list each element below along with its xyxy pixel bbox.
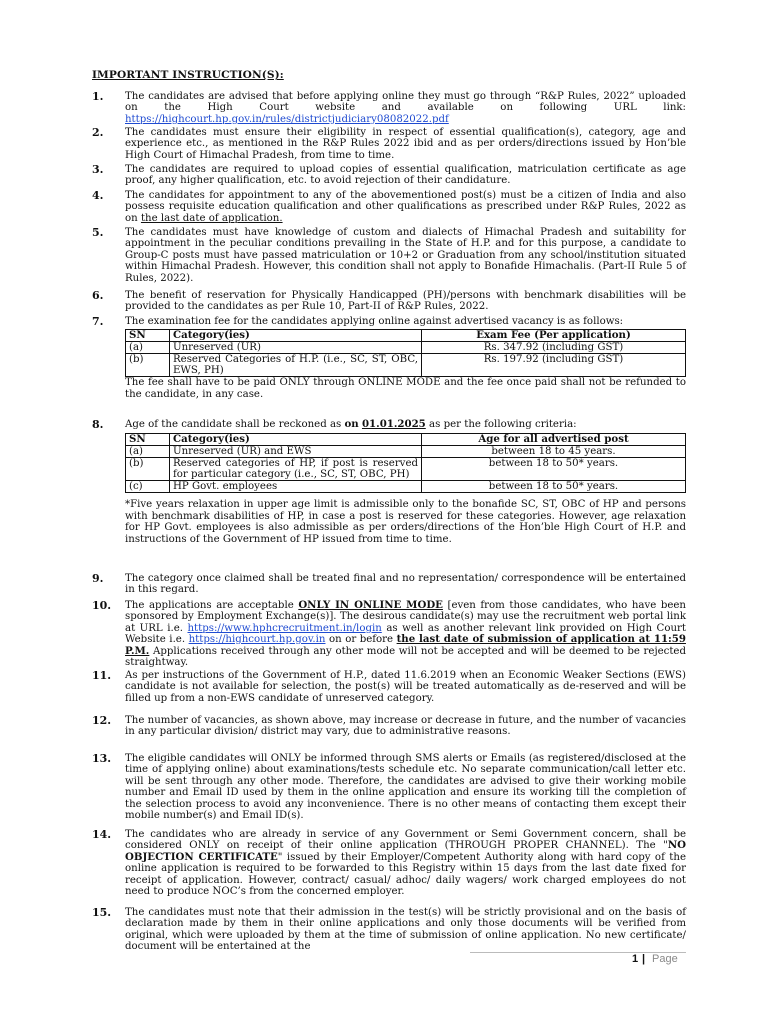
item-text: Age of the candidate shall be reckoned as on 01.01.2025 as per the following criteria: SN Category(ies) Age for all advertised post (a) Unreserved (UR) and EWS between 18 to 45 years. (b) Reserved categories of HP, if post is reserved for particular category (i.e., SC, ST, OBC, PH) between 18 to 50* years. (c) HP Govt. employees between 18 to 50* years. *Five years relaxation in upper age limit is admissible only to the bonafide SC, ST, OBC of HP and persons with benchmark disabilities of HP, in case a post is reserved for these categories. However, age relaxation for HP Govt. employees is also admissible as per orders/directions of the Hon’ble High Court of H.P. and instructions of the Government of HP issued from time to time. [125,418,686,545]
table-row: (a) Unreserved (UR) Rs. 347.92 (including GST) [126,342,686,354]
item-text: The applications are acceptable ONLY IN ONLINE MODE [even from those candidates, who have been sponsored by Employment Exchange(s)]. The desirous candidate(s) may use the recruitment web portal link at URL i.e. https://www.hphcrecruitment.in/login as well as another relevant link provided on High Court Website i.e. https://highcourt.hp.gov.in on or before the last date of submission of application at 11:59 P.M. Applications received through any other mode will not be accepted and will be deemed to be rejected straightway. [125,599,686,669]
table-row: (a) Unreserved (UR) and EWS between 18 to 45 years. [126,446,686,458]
item-number: 9. [92,572,104,585]
page-label: Page [652,953,678,965]
page-footer [0,952,768,972]
item-text: The candidates are advised that before applying online they must go through “R&P Rules, 2022” uploaded on the High Court website and available on following URL link: https://highcourt.hp.gov.in/rules/districtjudiciary08082022.pdf [125,91,686,125]
item-text: As per instructions of the Government of H.P., dated 11.6.2019 when an Economic Weaker Sections (EWS) candidate is not available for selection, the post(s) will be treated automatically as de-reserved and will be filled up from a non-EWS candidate of unreserved category. [125,670,686,704]
item-number: 15. [92,906,112,919]
item-number: 1. [92,90,104,103]
item-text: The candidates must note that their admission in the test(s) will be strictly provisional and on the basis of declaration made by them in their online applications and only those documents will be verified from original, which were uploaded by them at the time of submission of online application. No new certificate/ document will be entertained at the [125,907,686,953]
item-text: The candidates must ensure their eligibility in respect of essential qualification(s), category, age and experience etc., as mentioned in the R&P Rules 2022 ibid and as per orders/directions issued by Hon’ble High Court of Himachal Pradesh, from time to time. [125,127,686,161]
item-number: 2. [92,126,104,139]
item-text: The candidates are required to upload copies of essential qualification, matriculation certificate as age proof, any higher qualification, etc. to avoid rejection of their candidature. [125,164,686,187]
table-header-row: SN Category(ies) Exam Fee (Per application) [126,330,686,342]
page-number: 1 [632,953,639,965]
item-text: The candidates who are already in service of any Government or Semi Government concern, shall be considered ONLY on receipt of their online application (THROUGH PROPER CHANNEL). The "NO OBJECTION CERTIFICATE" issued by their Employer/Competent Authority along with hard copy of the online application is required to be forwarded to this Registry within 15 days from the last date fixed for receipt of application. However, contract/ casual/ adhoc/ daily wagers/ work charged employees do not need to produce NOC’s from the concerned employer. [125,829,686,898]
item-number: 3. [92,163,104,176]
item-number: 14. [92,828,112,841]
item-text: The examination fee for the candidates applying online against advertised vacancy is as follows: SN Category(ies) Exam Fee (Per application) (a) Unreserved (UR) Rs. 347.92 (including GST) (b) Reserved Categories of H.P. (i.e., SC, ST, OBC, EWS, PH) Rs. 197.92 (including GST) The fee shall have to be paid ONLY through ONLINE MODE and the fee once paid shall not be refunded to the candidate, in any case. [125,316,686,400]
table-header-row: SN Category(ies) Age for all advertised post [126,434,686,446]
item-number: 4. [92,189,104,202]
table-row: (b) Reserved Categories of H.P. (i.e., SC, ST, OBC, EWS, PH) Rs. 197.92 (including GST) [126,354,686,377]
item-text: The category once claimed shall be treated final and no representation/ correspondence will be entertained in this regard. [125,573,686,596]
instructions-heading: IMPORTANT INSTRUCTION(S): [92,69,284,81]
item-number: 7. [92,315,104,328]
table-row: (c) HP Govt. employees between 18 to 50* years. [126,481,686,493]
item-number: 13. [92,752,112,765]
item-text: The candidates for appointment to any of the abovementioned post(s) must be a citizen of India and also possess requisite education qualification and other qualifications as prescribed under R&P Rules, 2022 as on the last date of application. [125,190,686,224]
item-number: 12. [92,714,112,727]
item-number: 11. [92,669,112,682]
high-court-website-link[interactable]: https://highcourt.hp.gov.in [188,634,326,646]
table-row: (b) Reserved categories of HP, if post is reserved for particular category (i.e., SC, ST, OBC, PH) between 18 to 50* years. [126,458,686,481]
rules-pdf-link[interactable]: https://highcourt.hp.gov.in/rules/districtjudiciary08082022.pdf [125,113,449,125]
item-text: The number of vacancies, as shown above, may increase or decrease in future, and the number of vacancies in any particular division/ district may vary, due to administrative reasons. [125,715,686,738]
exam-fee-table [125,329,686,377]
recruitment-portal-link[interactable]: https://www.hphcrecruitment.in/login [187,622,382,634]
age-criteria-table [125,433,686,493]
item-text: The benefit of reservation for Physically Handicapped (PH)/persons with benchmark disabilities will be provided to the candidates as per Rule 10, Part-II of R&P Rules, 2022. [125,290,686,313]
item-number: 6. [92,289,104,302]
item-number: 5. [92,226,104,239]
footer-separator: | [642,953,646,965]
item-number: 8. [92,418,104,431]
item-text: The candidates must have knowledge of custom and dialects of Himachal Pradesh and suitability for appointment in the peculiar conditions prevailing in the State of H.P. and for this purpose, a candidate to Group-C posts must have passed matriculation or 10+2 or Graduation from any school/institution situated within Himachal Pradesh. However, this condition shall not apply to Bonafide Himachalis. (Part-II Rule 5 of Rules, 2022). [125,227,686,284]
item-number: 10. [92,599,112,612]
item-text: The eligible candidates will ONLY be informed through SMS alerts or Emails (as registered/disclosed at the time of applying online) about examinations/tests schedule etc. No separate communication/call letter etc. will be sent through any other mode. Therefore, the candidates are advised to give their working mobile number and Email ID used by them in the online application and ensure its working till the completion of the selection process to avoid any inconvenience. There is no other means of contacting them except their mobile number(s) and Email ID(s). [125,753,686,822]
